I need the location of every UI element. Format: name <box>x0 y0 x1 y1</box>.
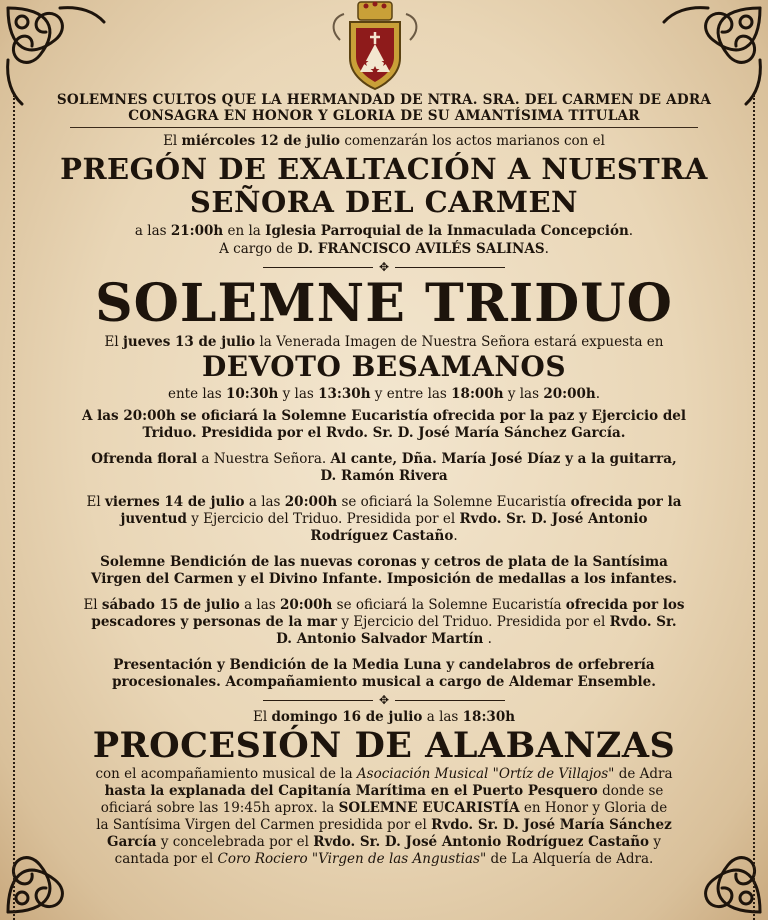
procesion-paragraph: con el acompañamiento musical de la Asociación Musical "Ortíz de Villajos" de Adra hasta la explanada del Capitanía Marítima en el Puerto Pesquero donde se oficiará sobre las 19:45h aprox. la SOLEMNE EUCARISTÍA en Honor y Gloria de la Santísima Virgen del Carmen presidida por el Rvdo. Sr. D. José María Sánchez García y concelebrada por el Rvdo. Sr. D. José Antonio Rodríguez Castaño y cantada por el Coro Rociero "Virgen de las Angustias" de La Alquería de Adra. <box>95 766 673 867</box>
triduo-paragraph-1: A las 20:00h se oficiará la Solemne Eucaristía ofrecida por la paz y Ejercicio del Triduo. Presidida por el Rvdo. Sr. D. José María Sánchez García. <box>81 408 687 441</box>
pregon-cargo: A cargo de D. FRANCISCO AVILÉS SALINAS. <box>219 241 549 257</box>
besamanos-title: DEVOTO BESAMANOS <box>201 350 567 383</box>
brotherhood-crest <box>320 0 430 92</box>
pregon-title-line-2: SEÑORA DEL CARMEN <box>189 185 579 219</box>
dotted-border-left <box>13 95 15 920</box>
header-line-1: SOLEMNES CULTOS QUE LA HERMANDAD DE NTRA. SRA. DEL CARMEN DE ADRA <box>56 92 712 108</box>
triduo-exposition: El jueves 13 de julio la Venerada Imagen de Nuestra Señora estará expuesta en <box>104 334 664 350</box>
ornament-icon: ✥ <box>378 260 390 274</box>
section-separator <box>40 694 728 706</box>
triduo-paragraph-4: Solemne Bendición de las nuevas coronas y cetros de plata de la Santísima Virgen del Carmen y el Divino Infante. Imposición de medallas a los infantes. <box>91 554 677 587</box>
pregon-intro: El miércoles 12 de julio comenzarán los actos marianos con el <box>163 133 605 149</box>
pregon-time-place: a las 21:00h en la Iglesia Parroquial de la Inmaculada Concepción. <box>134 223 634 239</box>
triduo-paragraph-6: Presentación y Bendición de la Media Luna y candelabros de orfebrería procesionales. Acompañamiento musical a cargo de Aldemar Ensemble. <box>112 657 656 690</box>
triduo-paragraph-5: El sábado 15 de julio a las 20:00h se oficiará la Solemne Eucaristía ofrecida por los pescadores y personas de la mar y Ejercicio del Triduo. Presidida por el Rvdo. Sr. D. Antonio Salvador Martín . <box>83 597 685 647</box>
procesion-title: PROCESIÓN DE ALABANZAS <box>92 725 676 766</box>
crest-icon <box>320 0 430 92</box>
ornament-icon: ✥ <box>378 693 390 707</box>
procesion-intro: El domingo 16 de julio a las 18:30h <box>252 709 516 725</box>
dotted-border-right <box>753 95 755 920</box>
poster-content <box>40 92 728 868</box>
triduo-paragraph-3: El viernes 14 de julio a las 20:00h se oficiará la Solemne Eucaristía ofrecida por la juventud y Ejercicio del Triduo. Presidida por el Rvdo. Sr. D. José Antonio Rodríguez Castaño. <box>86 494 682 544</box>
header-line-2: CONSAGRA EN HONOR Y GLORIA DE SU AMANTÍSIMA TITULAR <box>128 108 640 124</box>
section-separator <box>40 261 728 273</box>
header-divider <box>70 127 698 128</box>
besamanos-hours: ente las 10:30h y las 13:30h y entre las 18:00h y las 20:00h. <box>167 386 600 402</box>
triduo-paragraph-2: Ofrenda floral a Nuestra Señora. Al cante, Dña. María José Díaz y a la guitarra, D. Ramón Rivera <box>91 451 677 484</box>
triduo-title: SOLEMNE TRIDUO <box>95 273 673 334</box>
pregon-title-line-1: PREGÓN DE EXALTACIÓN A NUESTRA <box>60 152 708 186</box>
